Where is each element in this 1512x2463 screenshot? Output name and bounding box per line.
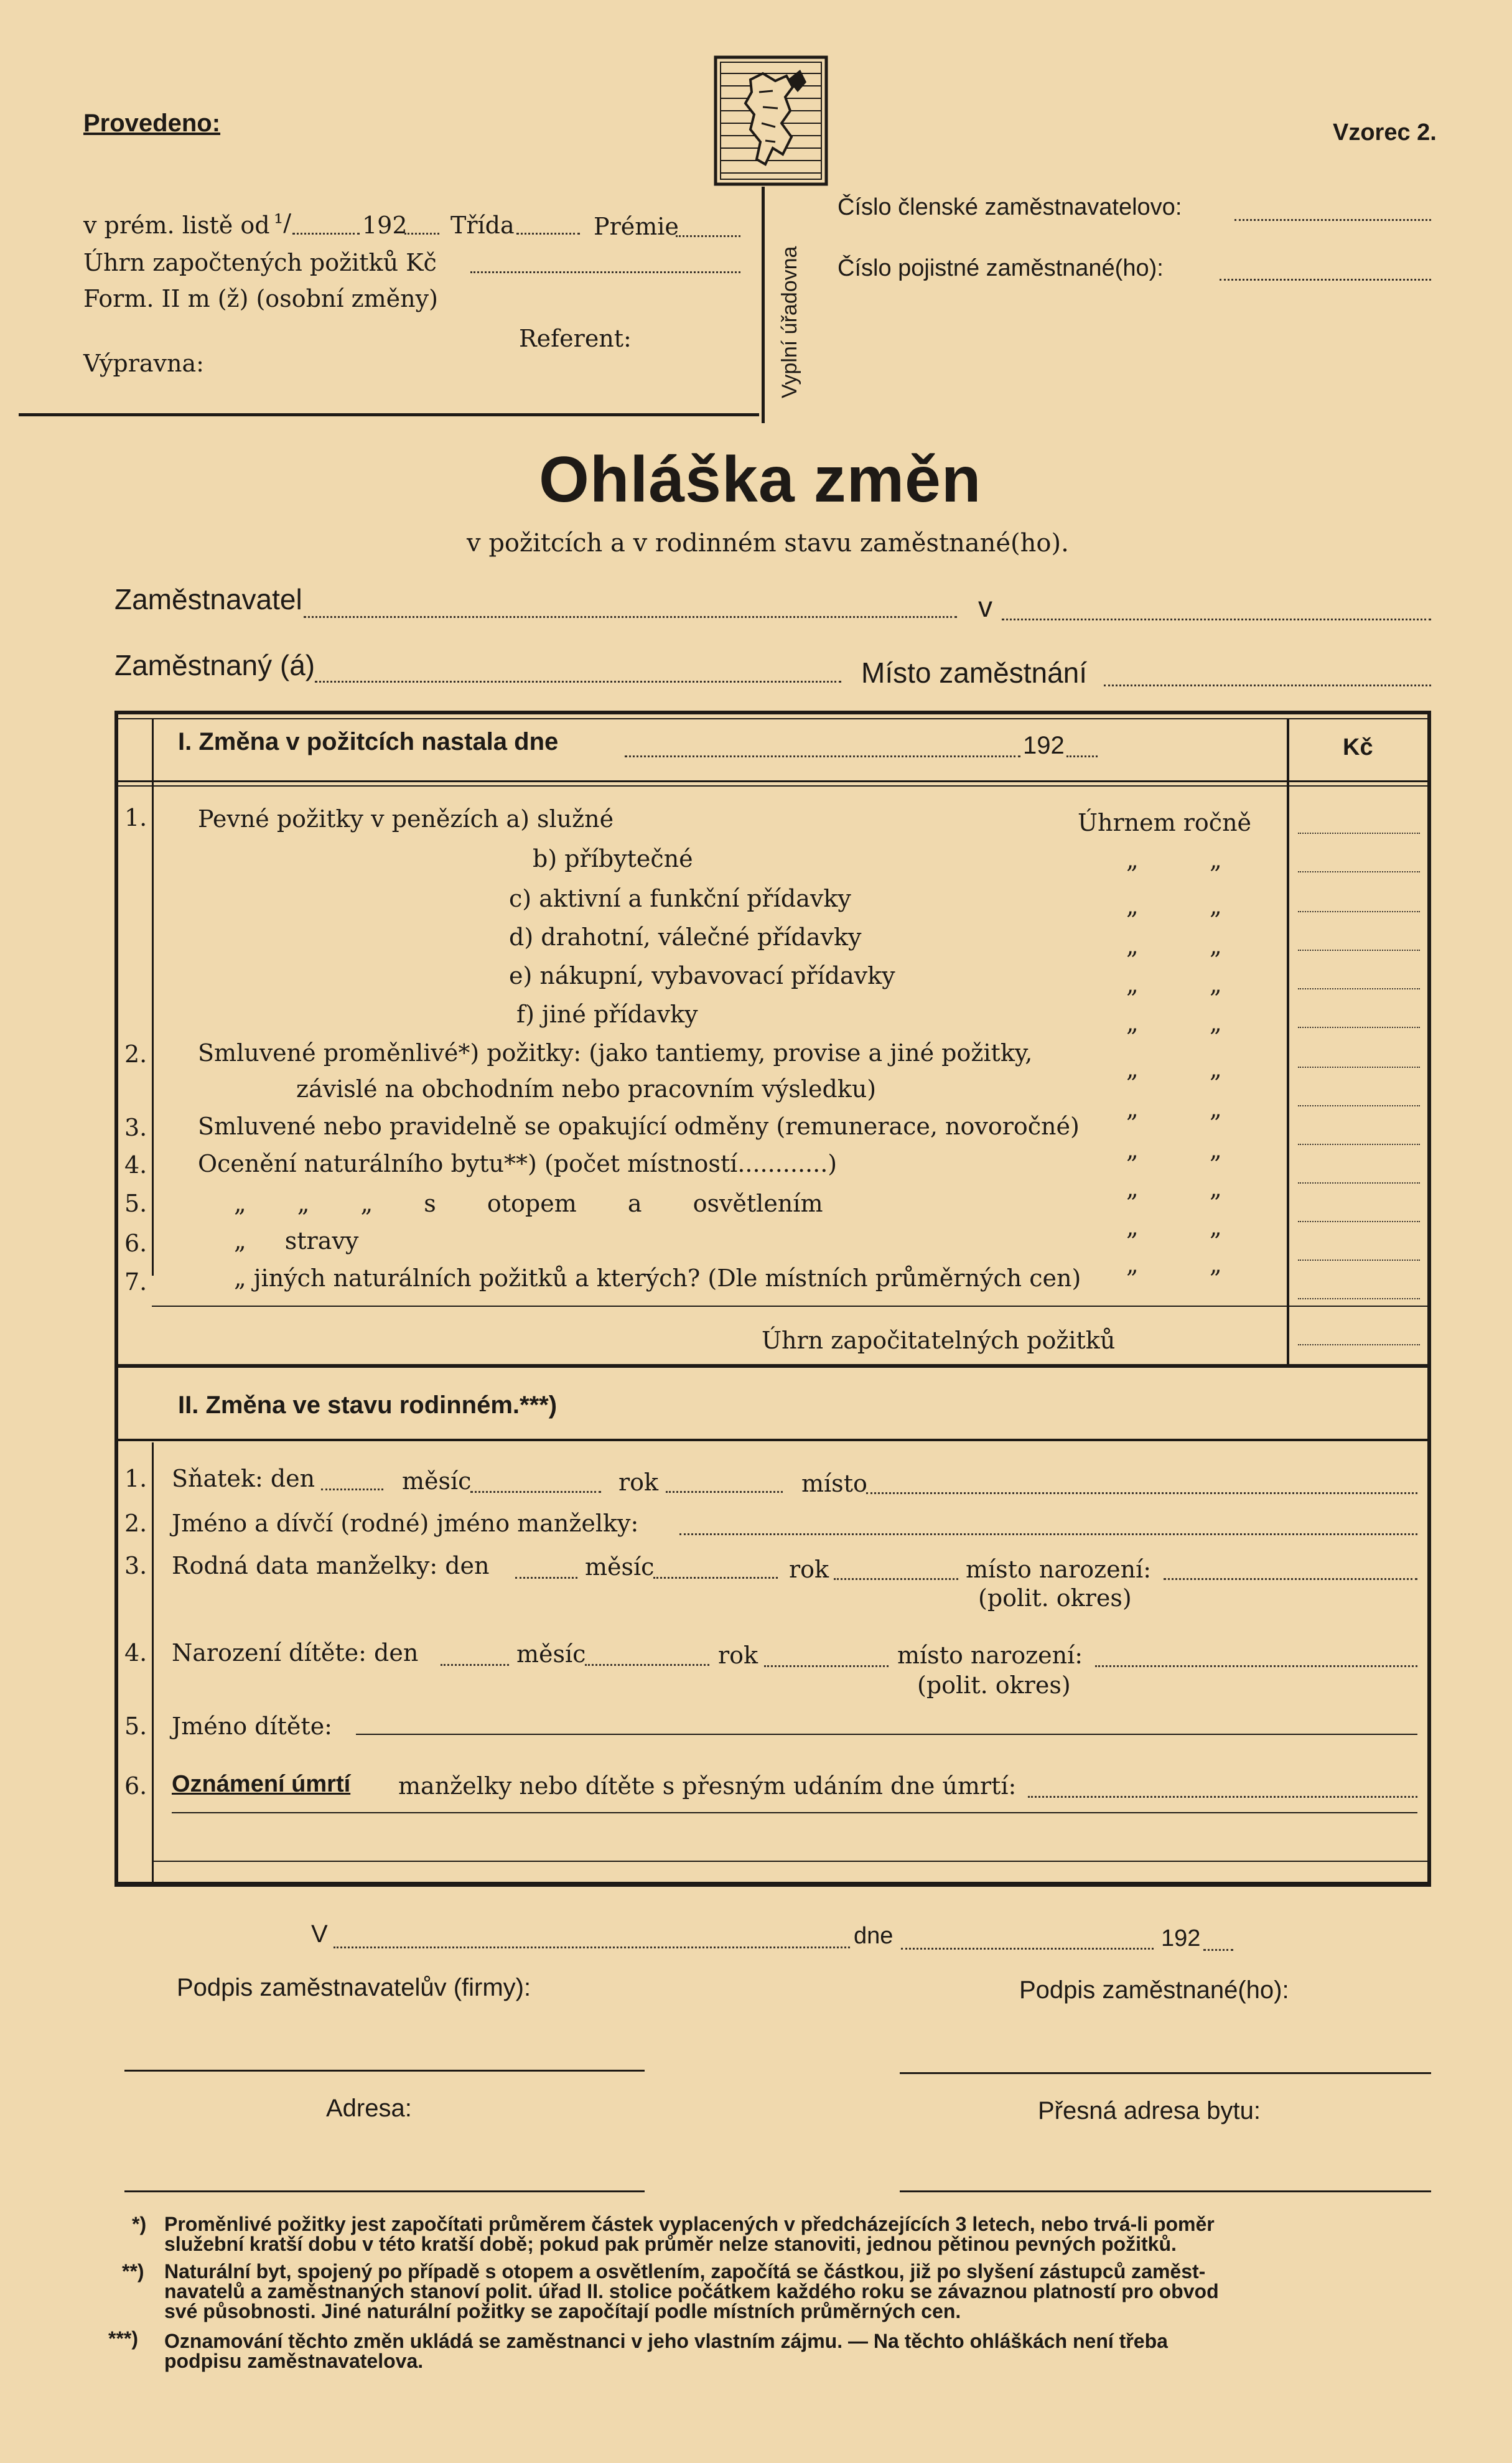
row-number: 1. bbox=[124, 804, 147, 831]
vypravna-label: Výpravna: bbox=[83, 350, 204, 377]
section1-header-rule-b bbox=[114, 785, 1431, 787]
cislo-pojistne-line[interactable] bbox=[1220, 279, 1431, 281]
section1-header-rule bbox=[114, 780, 1431, 782]
podpis-zamestnane-label: Podpis zaměstnané(ho): bbox=[1019, 1976, 1289, 2004]
section1-num-col-rule bbox=[152, 719, 154, 1276]
footnote-1-line: Proměnlivé požitky jest započítati průměrem částek vyplacených v předcházejících 3 letech, nebo trvá-li poměr bbox=[164, 2213, 1215, 2235]
section2-left-rule bbox=[114, 1368, 118, 1887]
page-subtitle: v požitcích a v rodinném stavu zaměstnané(ho). bbox=[467, 529, 1069, 558]
row-text: „ jiných naturálních požitků a kterých? (Dle místních průměrných cen) bbox=[234, 1264, 1081, 1292]
s2-r4-mesic-line[interactable] bbox=[585, 1664, 709, 1666]
row-text: e) nákupní, vybavovací přídavky bbox=[509, 962, 895, 989]
row-text: c) aktivní a funkční přídavky bbox=[509, 885, 851, 912]
kc-amount-line[interactable] bbox=[1298, 833, 1420, 834]
sig-dne-line[interactable] bbox=[901, 1948, 1154, 1950]
sig-dne-label: dne bbox=[854, 1923, 894, 1949]
row-number: 5. bbox=[124, 1190, 147, 1217]
referent-label: Referent: bbox=[519, 325, 632, 352]
ditto-mark: „ bbox=[1210, 1136, 1222, 1164]
ditto-mark: „ bbox=[1210, 1009, 1222, 1037]
trida-label: Třída bbox=[450, 212, 515, 239]
prem-year-label: 192 bbox=[362, 212, 408, 239]
uhrn-label: Úhrn započtených požitků Kč bbox=[83, 249, 437, 276]
s2-r5-label: Jméno dítěte: bbox=[172, 1713, 332, 1740]
s2-r6-label-bold: Oznámení úmrtí bbox=[172, 1771, 351, 1797]
kc-amount-line[interactable] bbox=[1298, 1105, 1420, 1106]
ditto-mark: „ bbox=[1126, 1251, 1139, 1278]
s2-r4-misto-line[interactable] bbox=[1095, 1665, 1417, 1667]
prem-year-line[interactable] bbox=[404, 233, 439, 235]
ditto-mark: „ bbox=[1210, 1213, 1222, 1241]
sig-year-line[interactable] bbox=[1203, 1949, 1233, 1951]
kc-amount-line[interactable] bbox=[1298, 1344, 1420, 1345]
row-number: 1. bbox=[124, 1465, 147, 1492]
kc-amount-line[interactable] bbox=[1298, 911, 1420, 912]
s2-r5-line[interactable] bbox=[356, 1734, 1417, 1735]
section1-right-rule bbox=[1427, 711, 1431, 1887]
ditto-mark: „ bbox=[1210, 1175, 1222, 1202]
ditto-mark: „ bbox=[1126, 1136, 1139, 1164]
ditto-mark: „ bbox=[1210, 1095, 1222, 1123]
ditto-mark: „ bbox=[1126, 1055, 1139, 1083]
row-number: 3. bbox=[124, 1114, 147, 1141]
kc-amount-line[interactable] bbox=[1298, 1182, 1420, 1184]
section1-top-rule-inner bbox=[114, 718, 1431, 719]
s2-r4-mesic: měsíc bbox=[516, 1640, 586, 1668]
ditto-mark: „ bbox=[1210, 1055, 1222, 1083]
footnote-2-line: své působnosti. Jiné naturální požitky se započítají podle místních průměrných cen. bbox=[164, 2300, 961, 2322]
s2-r4-okres: (polit. okres) bbox=[917, 1671, 1071, 1699]
uhrn-line[interactable] bbox=[470, 271, 740, 273]
trida-line[interactable] bbox=[516, 233, 580, 235]
s2-r3-den-line[interactable] bbox=[515, 1577, 577, 1579]
row-text: Pevné požitky v penězích a) služné bbox=[198, 805, 614, 833]
row-text: Smluvené nebo pravidelně se opakující odměny (remunerace, novoročné) bbox=[198, 1113, 1080, 1140]
ditto-mark: „ bbox=[1210, 971, 1222, 998]
s2-r1-rok: rok bbox=[618, 1469, 659, 1496]
ditto-mark: „ bbox=[1126, 1175, 1139, 1202]
kc-amount-line[interactable] bbox=[1298, 1067, 1420, 1068]
form-label: Form. II m (ž) (osobní změny) bbox=[83, 285, 438, 312]
s2-r1-rok-line[interactable] bbox=[666, 1491, 783, 1493]
page-title: Ohláška změn bbox=[539, 444, 982, 516]
s2-r4-rok-line[interactable] bbox=[764, 1665, 889, 1667]
row-text: „ „ „ s otopem a osvětlením bbox=[234, 1190, 823, 1217]
ditto-mark: „ bbox=[1126, 1095, 1139, 1123]
kc-amount-line[interactable] bbox=[1298, 1260, 1420, 1261]
s2-r1-mesic-line[interactable] bbox=[470, 1491, 601, 1493]
s2-r4-misto: místo narození: bbox=[897, 1642, 1083, 1669]
prem-list-label: v prém. listě od bbox=[83, 212, 270, 239]
ditto-mark: „ bbox=[1126, 1213, 1139, 1241]
kc-amount-line[interactable] bbox=[1298, 1027, 1420, 1028]
section1-kc-col-rule bbox=[1287, 719, 1289, 1364]
section1-heading: I. Změna v požitcích nastala dne bbox=[178, 728, 559, 755]
presna-adresa-label: Přesná adresa bytu: bbox=[1038, 2097, 1261, 2124]
misto-zamestnani-line[interactable] bbox=[1104, 685, 1431, 686]
zamestnany-label: Zaměstnaný (á) bbox=[114, 649, 315, 681]
kc-amount-line[interactable] bbox=[1298, 1144, 1420, 1145]
s2-r1-misto-line[interactable] bbox=[866, 1492, 1417, 1494]
row-number: 2. bbox=[124, 1510, 147, 1537]
podpis-zamestnavatel-label: Podpis zaměstnavatelův (firmy): bbox=[177, 1974, 531, 2001]
s2-r1-mesic: měsíc bbox=[402, 1467, 472, 1495]
ditto-mark: „ bbox=[1126, 846, 1139, 874]
row-text: Ocenění naturálního bytu**) (počet místností............) bbox=[198, 1150, 838, 1177]
footnote-2-line: Naturální byt, spojený po případě s otopem a osvětlením, započítá se částkou, již po slyšení zástupců zaměst- bbox=[164, 2260, 1206, 2283]
section1-year-line[interactable] bbox=[1066, 755, 1098, 757]
misto-zamestnani-label: Místo zaměstnání bbox=[861, 657, 1088, 689]
s2-r1-label: Sňatek: den bbox=[172, 1465, 315, 1492]
presna-adresa-line[interactable] bbox=[900, 2190, 1431, 2192]
row-number: 6. bbox=[124, 1230, 147, 1257]
kc-amount-line[interactable] bbox=[1298, 988, 1420, 989]
s2-r6-line[interactable] bbox=[1028, 1796, 1417, 1798]
prem-date-line[interactable] bbox=[292, 233, 360, 235]
row-number: 7. bbox=[124, 1268, 147, 1296]
kc-amount-line[interactable] bbox=[1298, 950, 1420, 951]
adresa-label: Adresa: bbox=[326, 2095, 412, 2122]
row-text: závislé na obchodním nebo pracovním výsledku) bbox=[296, 1075, 877, 1103]
footnote-2-line: navatelů a zaměstnaných stanoví polit. úřad II. stolice počátkem každého roku se závaznou platností pro obvod bbox=[164, 2280, 1219, 2302]
row-number: 4. bbox=[124, 1639, 147, 1666]
kc-header: Kč bbox=[1343, 734, 1373, 760]
ditto-mark: „ bbox=[1210, 892, 1222, 920]
s2-r3-misto: místo narození: bbox=[966, 1556, 1152, 1583]
sig-v-line[interactable] bbox=[334, 1947, 850, 1948]
row-text: Smluvené proměnlivé*) požitky: (jako tantiemy, provise a jiné požitky, bbox=[198, 1039, 1033, 1067]
section1-total-label: Úhrn započitatelných požitků bbox=[762, 1327, 1116, 1354]
podpis-zamestnavatel-line[interactable] bbox=[124, 2070, 645, 2072]
section1-left-rule bbox=[114, 711, 118, 1364]
row-number: 6. bbox=[124, 1772, 147, 1800]
header-vertical-rule bbox=[762, 187, 765, 423]
sig-v-label: V bbox=[311, 1920, 328, 1948]
zamestnany-line[interactable] bbox=[315, 681, 841, 683]
footnote-3-line: Oznamování těchto změn ukládá se zaměstnanci v jeho vlastním zájmu. — Na těchto ohláškách není třeba bbox=[164, 2330, 1168, 2352]
header-bottom-rule bbox=[19, 413, 759, 416]
row-number: 5. bbox=[124, 1713, 147, 1740]
premie-label: Prémie bbox=[594, 213, 679, 240]
uhrnem-rocne-label: Úhrnem ročně bbox=[1078, 809, 1252, 836]
vyplni-uradovna-label: Vyplní úřadovna bbox=[778, 246, 801, 398]
premie-line[interactable] bbox=[676, 235, 740, 237]
v-line[interactable] bbox=[1002, 619, 1431, 620]
ditto-mark: „ bbox=[1210, 1251, 1222, 1278]
vzorec-label: Vzorec 2. bbox=[1333, 119, 1437, 146]
ditto-mark: „ bbox=[1126, 971, 1139, 998]
section2-header-rule bbox=[114, 1439, 1431, 1441]
s2-r6-line-2[interactable] bbox=[172, 1812, 1417, 1813]
s2-r2-label: Jméno a dívčí (rodné) jméno manželky: bbox=[172, 1510, 639, 1537]
s2-r4-rok: rok bbox=[718, 1642, 758, 1669]
cislo-pojistne-label: Číslo pojistné zaměstnané(ho): bbox=[838, 255, 1164, 281]
row-text: „ stravy bbox=[234, 1227, 359, 1255]
ditto-mark: „ bbox=[1126, 932, 1139, 960]
ditto-mark: „ bbox=[1126, 892, 1139, 920]
section1-top-rule bbox=[114, 711, 1431, 714]
cislo-clenske-label: Číslo členské zaměstnavatelovo: bbox=[838, 194, 1182, 220]
row-number: 2. bbox=[124, 1040, 147, 1068]
s2-row6-bottom-rule bbox=[152, 1861, 1427, 1862]
s2-r3-rok-line[interactable] bbox=[834, 1578, 958, 1580]
s2-r2-line[interactable] bbox=[679, 1533, 1417, 1535]
section2-heading: II. Změna ve stavu rodinném.***) bbox=[178, 1391, 558, 1419]
provedeno-label: Provedeno: bbox=[83, 110, 221, 137]
section1-rows-bottom-rule bbox=[152, 1306, 1427, 1307]
row-text: b) příbytečné bbox=[533, 845, 693, 872]
footnote-2-mark: **) bbox=[122, 2260, 144, 2283]
row-text: d) drahotní, válečné přídavky bbox=[509, 923, 862, 951]
s2-r4-label: Narození dítěte: den bbox=[172, 1639, 419, 1666]
footnote-1-mark: *) bbox=[132, 2213, 147, 2235]
row-text: f) jiné přídavky bbox=[516, 1001, 698, 1028]
s2-r3-mesic: měsíc bbox=[585, 1553, 655, 1581]
ditto-mark: „ bbox=[1126, 1009, 1139, 1037]
footnote-3-line: podpisu zaměstnavatelova. bbox=[164, 2350, 424, 2372]
zamestnavatel-line[interactable] bbox=[304, 616, 957, 618]
podpis-zamestnane-line[interactable] bbox=[900, 2072, 1431, 2074]
ditto-mark: „ bbox=[1210, 932, 1222, 960]
s2-r3-rok: rok bbox=[789, 1556, 829, 1583]
section2-num-col-rule bbox=[152, 1442, 154, 1882]
s2-r3-label: Rodná data manželky: den bbox=[172, 1552, 490, 1579]
s2-r3-misto-line[interactable] bbox=[1164, 1578, 1417, 1580]
prem-frac-label: ¹/ bbox=[274, 209, 292, 236]
coat-of-arms-icon bbox=[713, 55, 829, 187]
section1-date-line[interactable] bbox=[625, 755, 1020, 757]
section2-bottom-rule bbox=[114, 1882, 1431, 1887]
s2-r1-den-line[interactable] bbox=[321, 1489, 383, 1490]
kc-amount-line[interactable] bbox=[1298, 871, 1420, 872]
sig-year-label: 192 bbox=[1161, 1925, 1201, 1951]
row-number: 4. bbox=[124, 1151, 147, 1179]
adresa-line[interactable] bbox=[124, 2190, 645, 2192]
s2-r3-mesic-line[interactable] bbox=[653, 1577, 778, 1579]
zamestnavatel-label: Zaměstnavatel bbox=[114, 583, 302, 615]
cislo-clenske-line[interactable] bbox=[1234, 219, 1431, 221]
section1-year: 192 bbox=[1023, 732, 1065, 759]
ditto-mark: „ bbox=[1210, 846, 1222, 874]
kc-amount-line[interactable] bbox=[1298, 1221, 1420, 1222]
row-number: 3. bbox=[124, 1552, 147, 1579]
s2-r1-misto: místo bbox=[801, 1470, 867, 1497]
kc-amount-line[interactable] bbox=[1298, 1298, 1420, 1299]
s2-r6-label: manželky nebo dítěte s přesným udáním dne úmrtí: bbox=[398, 1772, 1017, 1800]
v-label: v bbox=[978, 591, 992, 623]
s2-r3-okres: (polit. okres) bbox=[978, 1584, 1132, 1612]
s2-r4-den-line[interactable] bbox=[441, 1664, 509, 1666]
footnote-1-line: služební kratší dobu v této kratší době; pokud pak průměr nelze stanoviti, jednou pětinou pevných požitků. bbox=[164, 2233, 1177, 2255]
footnote-3-mark: ***) bbox=[108, 2327, 139, 2350]
section2-top-rule bbox=[114, 1364, 1431, 1368]
